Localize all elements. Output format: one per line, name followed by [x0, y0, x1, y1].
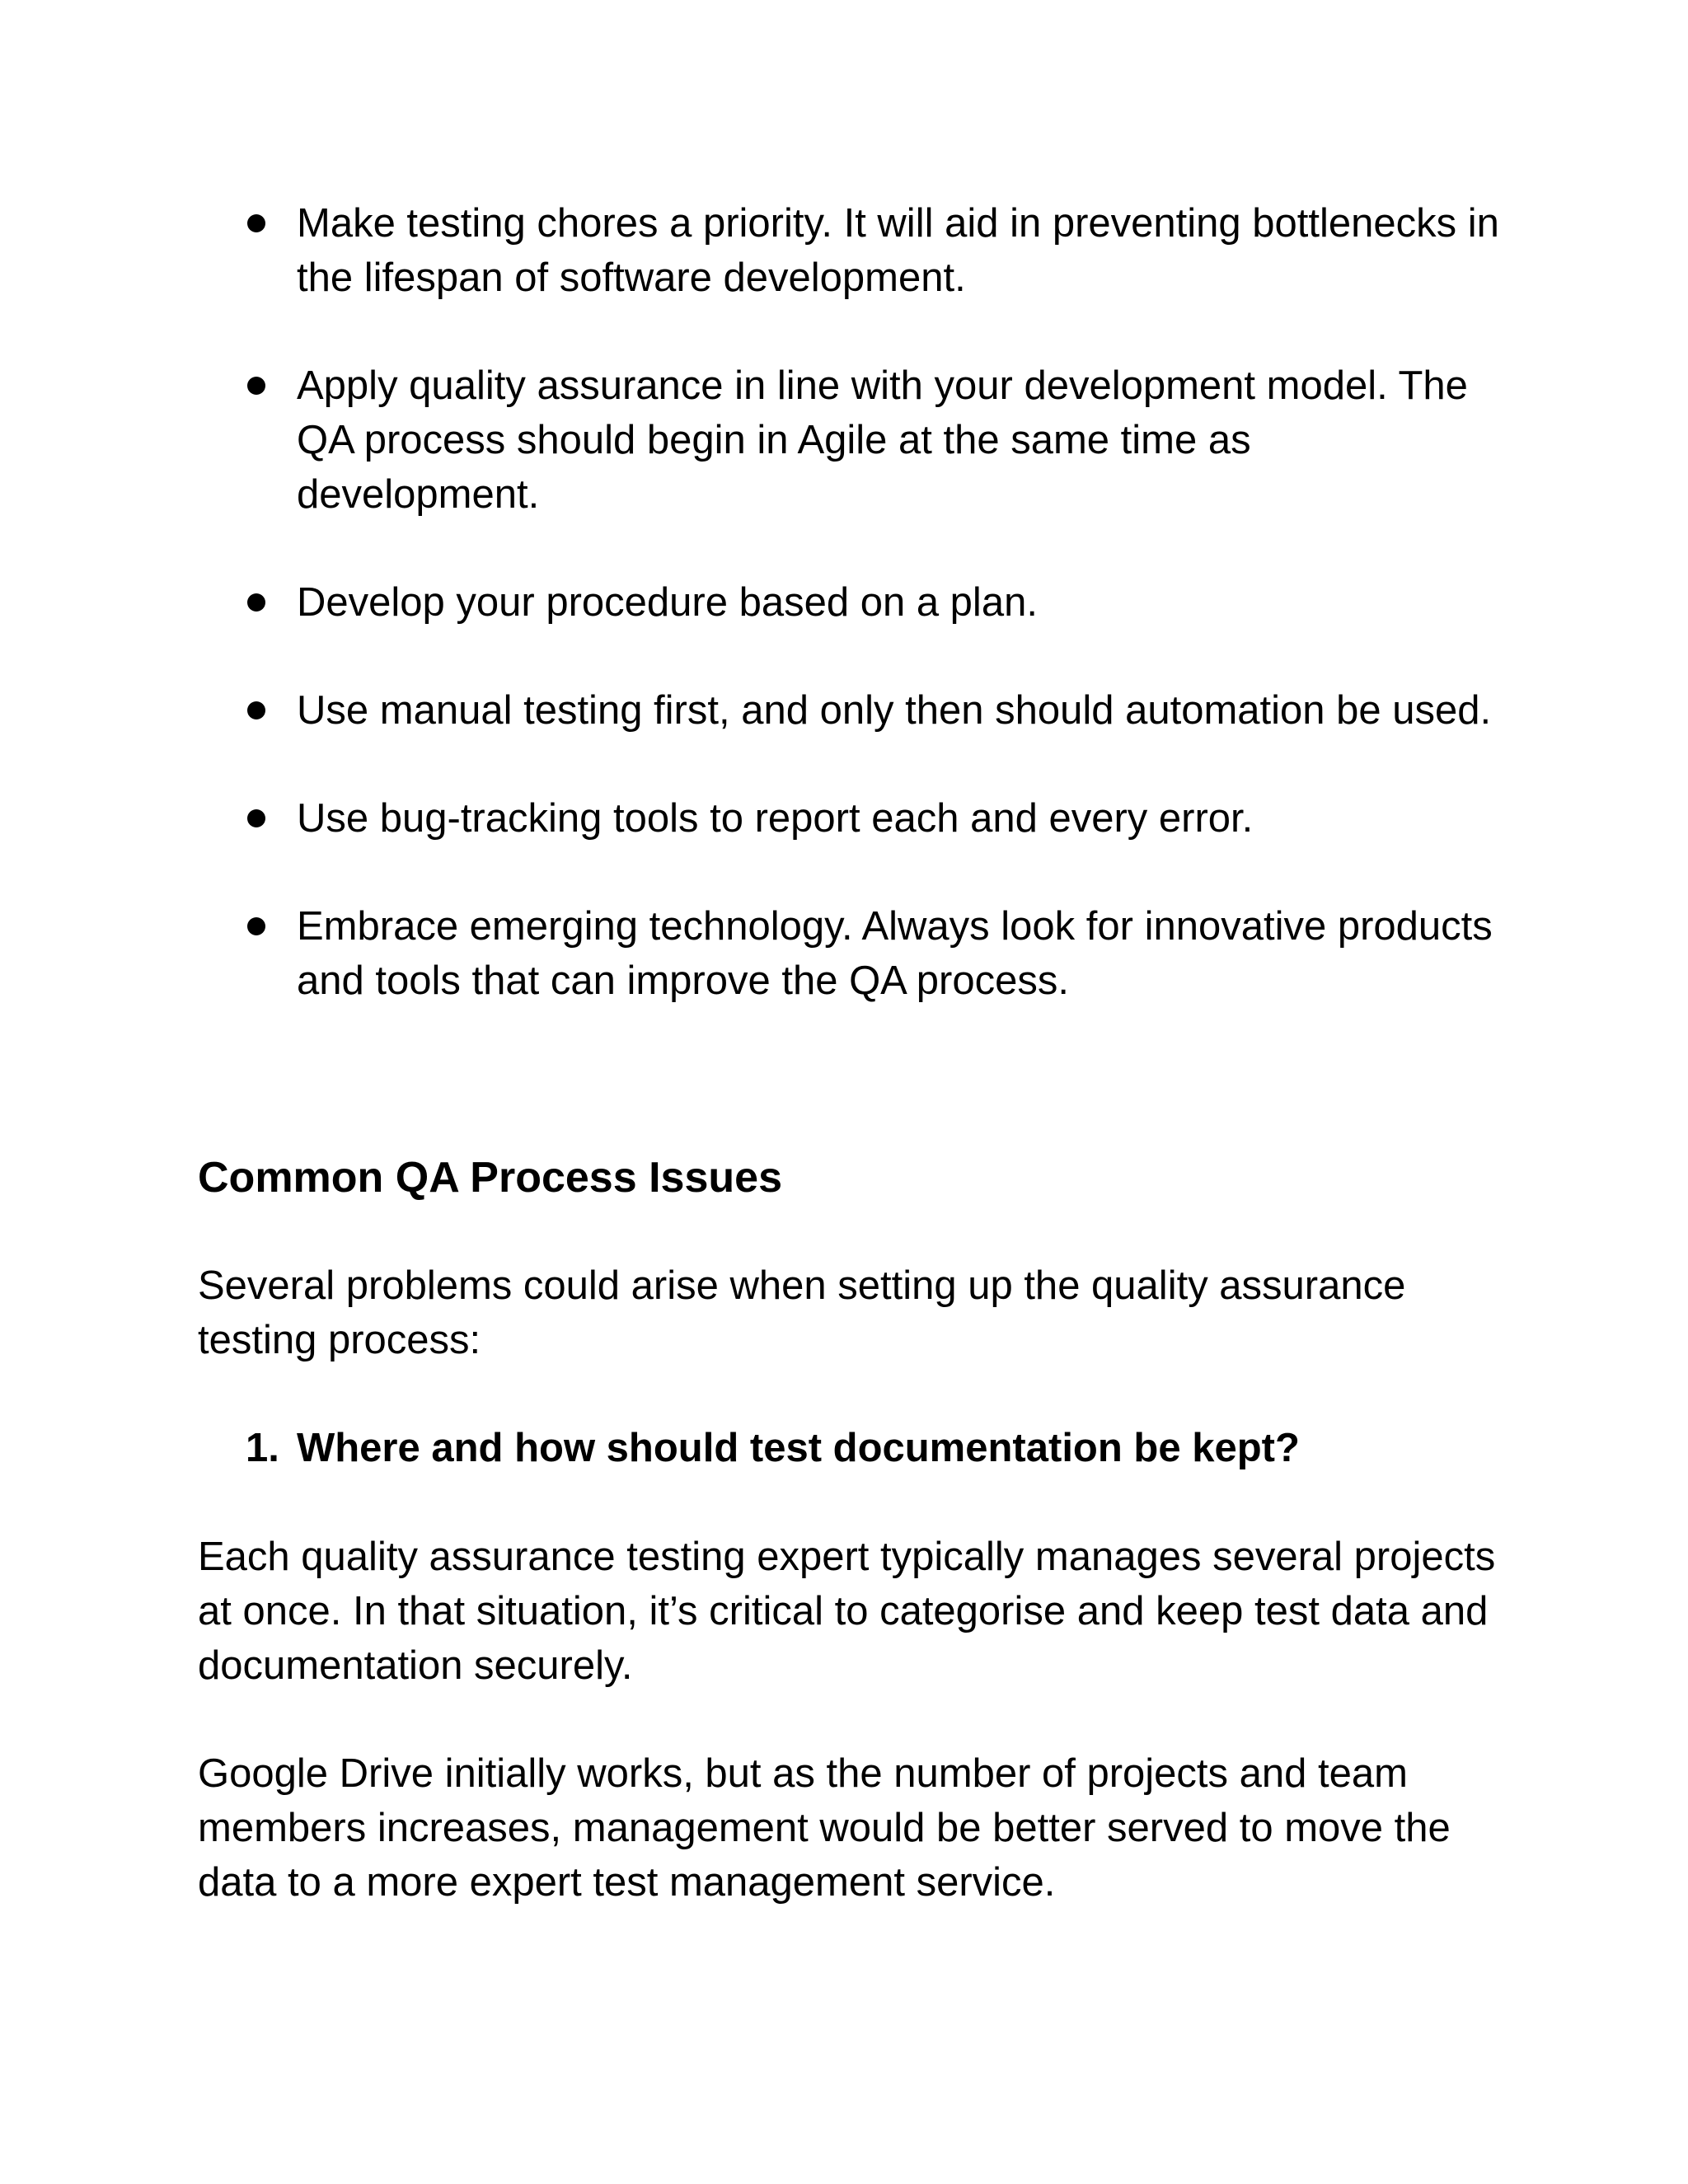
- list-item: [247, 683, 1500, 738]
- list-item-text: Use bug-tracking tools to report each and every error.: [297, 796, 1254, 841]
- best-practices-list: [247, 196, 1500, 1062]
- list-item-text: Apply quality assurance in line with your development model. The QA process should begin in Agile at the same time as development.: [297, 363, 1468, 517]
- list-item-text: Embrace emerging technology. Always look for innovative products and tools that can improve the QA process.: [297, 904, 1493, 1003]
- question-text: Where and how should test documentation be kept?: [297, 1426, 1300, 1470]
- list-item: [247, 791, 1500, 846]
- intro-paragraph: Several problems could arise when setting up the quality assurance testing process:: [198, 1263, 1406, 1362]
- numbered-question: [246, 1421, 1300, 1475]
- list-item: [247, 196, 1500, 305]
- question-number: 1.: [246, 1426, 279, 1470]
- body-paragraph: Each quality assurance testing expert typically manages several projects at once. In that situation, it’s critical to categorise and keep test data and documentation securely.: [198, 1535, 1496, 1688]
- bullet-icon: [247, 809, 265, 827]
- list-item: [247, 899, 1500, 1008]
- list-item: [247, 575, 1500, 630]
- list-item-text: Use manual testing first, and only then should automation be used.: [297, 688, 1492, 733]
- bullet-icon: [247, 214, 265, 232]
- list-item-text: Develop your procedure based on a plan.: [297, 580, 1038, 625]
- bullet-icon: [247, 593, 265, 612]
- list-item-text: Make testing chores a priority. It will aid in preventing bottlenecks in the lifespan of software development.: [297, 201, 1499, 300]
- list-item: [247, 359, 1500, 522]
- section-heading: Common QA Process Issues: [198, 1154, 782, 1202]
- bullet-icon: [247, 377, 265, 395]
- bullet-icon: [247, 701, 265, 719]
- body-paragraph: Google Drive initially works, but as the number of projects and team members increases, management would be better served to move the data to a more expert test management service.: [198, 1751, 1451, 1905]
- bullet-icon: [247, 917, 265, 935]
